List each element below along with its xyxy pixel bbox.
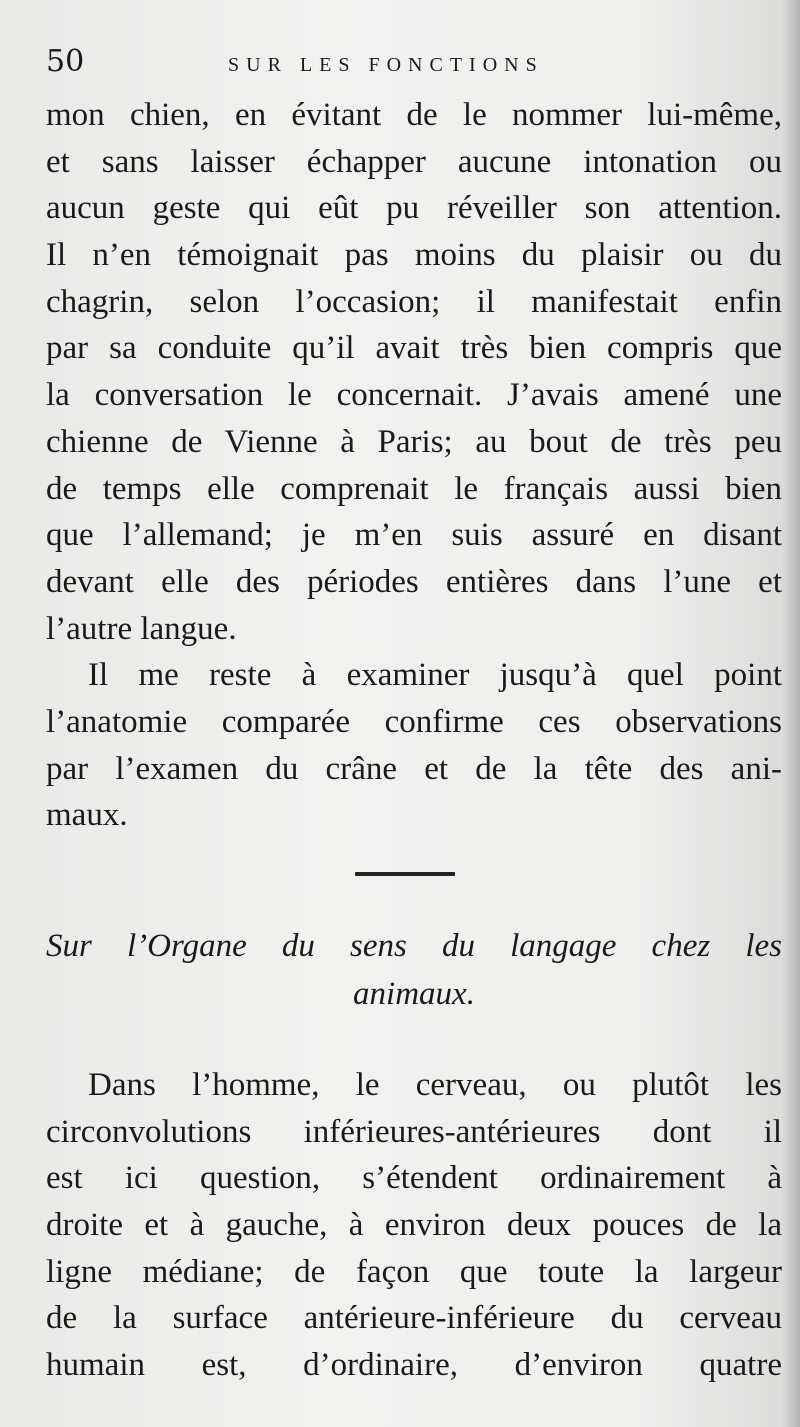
text-line: que l’allemand; je m’en suis assuré en disant [46,517,782,554]
running-title: SUR LES FONCTIONS [228,54,544,76]
text-line: chagrin, selon l’occasion; il manifestait enfin [46,283,782,320]
text-line: devant elle des périodes entières dans l’une et [46,563,782,600]
running-head [46,44,786,84]
page-edge-shadow [782,0,800,1427]
text-line: par l’examen du crâne et de la tête des ani- [46,750,782,787]
text-line: aucun geste qui eût pu réveiller son attention. [46,190,782,227]
text-line: ligne médiane; de façon que toute la largeur [46,1253,782,1290]
text-line: la conversation le concernait. J’avais amené une [46,377,782,414]
text-line: l’anatomie comparée confirme ces observations [46,703,782,740]
body-text-upper [46,92,782,839]
section-divider-rule [355,872,455,876]
text-line: Il n’en témoignait pas moins du plaisir ou du [46,237,782,274]
text-line: droite et à gauche, à environ deux pouces de la [46,1207,782,1244]
text-line: Il me reste à examiner jusqu’à quel point [88,657,782,694]
text-line: Dans l’homme, le cerveau, ou plutôt les [88,1067,782,1103]
text-line: humain est, d’ordinaire, d’environ quatre [46,1347,782,1384]
page-number: 50 [46,44,85,79]
text-line: et sans laisser échapper aucune intonation ou [46,143,782,180]
section-heading-line: Sur l’Organe du sens du langage chez les [46,928,782,964]
body-text-lower [46,1062,782,1389]
text-line: l’autre langue. [46,610,237,647]
text-line: de la surface antérieure-inférieure du cerveau [46,1300,782,1337]
section-heading-line: animaux. [353,976,475,1012]
text-line: est ici question, s’étendent ordinairement à [46,1160,782,1197]
text-line: de temps elle comprenait le français aussi bien [46,470,782,507]
text-line: circonvolutions inférieures-antérieures dont il [46,1113,782,1150]
text-line: mon chien, en évitant de le nommer lui-même, [46,97,782,133]
text-line: chienne de Vienne à Paris; au bout de très peu [46,423,782,460]
text-line: par sa conduite qu’il avait très bien compris que [46,330,782,367]
text-line: maux. [46,797,128,834]
section-heading [46,922,782,1018]
